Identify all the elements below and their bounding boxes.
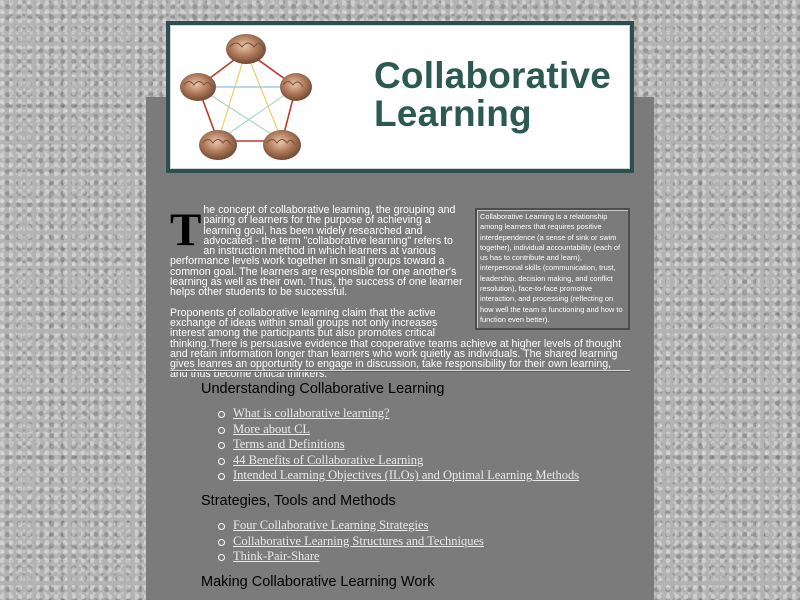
list-item	[218, 534, 631, 550]
intro-paragraph-2: Proponents of collaborative learning claim that the active exchange of ideas within small groups not only increases interest among the participants but also promotes critical thinking.There is persuasive evidence that cooperative teams achieve at higher levels of thought and retain information longer than learners who work quietly as individuals. The shared learning gives leanres an opportunity to engage in discussion, take responsibility for their own learning, and thus become critical thinkers.	[170, 306, 622, 381]
section-heading-strategies: Strategies, Tools and Methods	[201, 492, 396, 509]
definition-text: Collaborative Learning is a relationship among learners that requires positive interdependence (a sense of sink or swim together), individual accountability (each of us has to contribute and learn), interpersonal skills (communication, trust, leadership, decision making, and conflict resolution), face-to-face promotive interaction, and processing (reflecting on how well the team is functioning and how to function even better).	[480, 212, 623, 324]
link-ilos-methods[interactable]: Intended Learning Objectives (ILOs) and Optimal Learning Methods	[233, 468, 580, 483]
intro-paragraph-1-text: he concept of collaborative learning, the grouping and pairing of learners for the purpose of achieving a learning goal, has been widely researched and advocated - the term "collaborative learning" refers to an instruction method in which learners at various performance levels work together in small groups toward a common goal. The learners are responsible for one another's learning as well as their own. Thus, the success of one learner helps other students to be successful.	[170, 204, 463, 299]
intro-content	[170, 205, 630, 380]
list-item	[218, 437, 631, 453]
list-item	[218, 453, 631, 469]
brains-pentagon-icon	[178, 29, 314, 167]
link-what-is-cl[interactable]: What is collaborative learning?	[233, 406, 390, 420]
list-item	[218, 422, 631, 438]
header-banner	[166, 21, 634, 173]
link-four-strategies[interactable]: Four Collaborative Learning Strategies	[233, 517, 429, 532]
list-item	[218, 406, 631, 422]
definition-sidebar	[475, 208, 630, 330]
link-44-benefits[interactable]: 44 Benefits of Collaborative Learning	[233, 452, 424, 467]
link-think-pair-share[interactable]: Think-Pair-Share	[233, 549, 320, 564]
link-structures-techniques[interactable]: Collaborative Learning Structures and Techniques	[233, 533, 484, 548]
section-divider	[170, 370, 630, 372]
section-list	[201, 380, 631, 591]
list-item	[218, 518, 631, 534]
list-item	[218, 549, 631, 565]
strategies-links	[201, 518, 631, 565]
section-heading-making-work: Making Collaborative Learning Work	[201, 573, 435, 590]
link-terms-definitions[interactable]: Terms and Definitions	[233, 437, 345, 452]
link-more-about-cl[interactable]: More about CL	[233, 421, 311, 436]
list-item	[218, 468, 631, 484]
section-heading-understanding: Understanding Collaborative Learning	[201, 381, 445, 397]
understanding-links	[201, 406, 631, 484]
drop-cap: T	[170, 204, 202, 256]
page-title: Collaborative Learning	[374, 55, 611, 134]
